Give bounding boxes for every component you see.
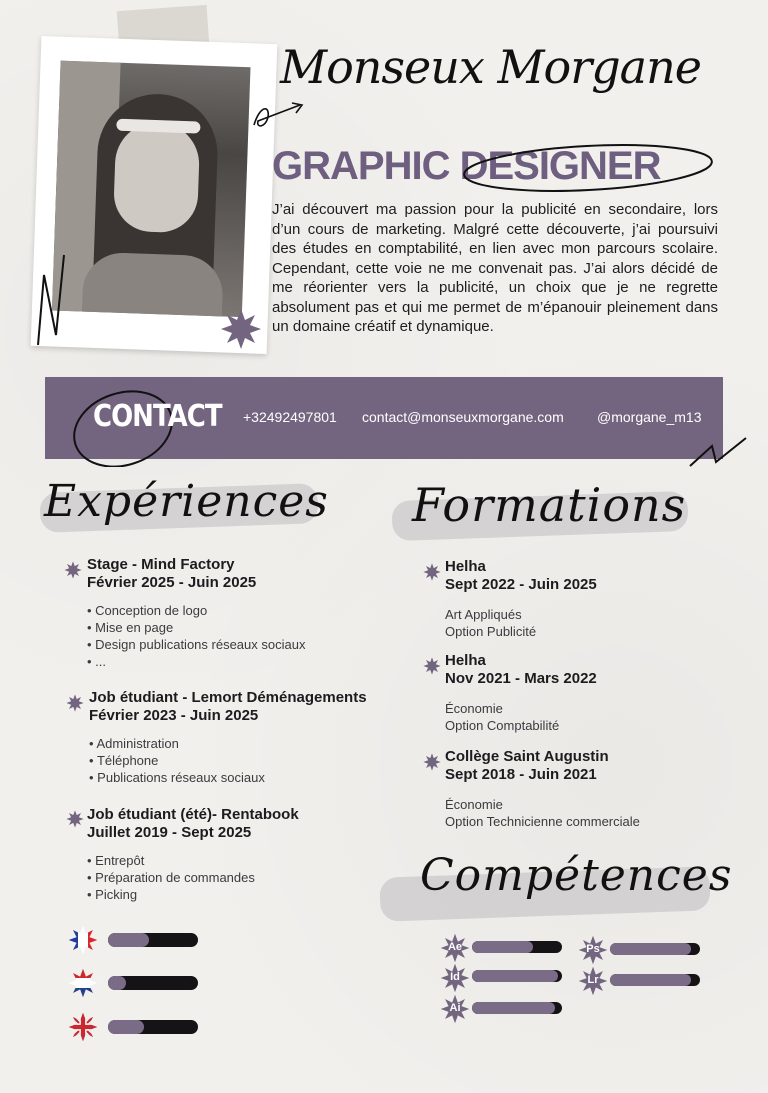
bullet-star	[423, 657, 441, 675]
language-level-fill	[108, 1020, 144, 1034]
bullet-star	[66, 810, 84, 828]
language-bar-english	[108, 1020, 198, 1034]
arrow-decoration	[250, 95, 310, 135]
formation-line2: Option Publicité	[445, 624, 537, 639]
badge-label: Ai	[449, 1002, 461, 1014]
contact-title: CONTACT	[93, 399, 222, 435]
experience-dates: Juillet 2019 - Sept 2025	[87, 824, 252, 841]
experience-title: Job étudiant (été)- Rentabook	[87, 806, 299, 823]
skill-bar	[610, 943, 700, 955]
formations-heading: Formations	[412, 478, 687, 532]
experience-title: Stage - Mind Factory	[87, 556, 235, 573]
formation-line1: Économie	[445, 797, 503, 812]
skill-level-fill	[472, 941, 533, 953]
experience-title: Job étudiant - Lemort Déménagements	[89, 689, 367, 706]
bullet-star	[64, 561, 82, 579]
contact-phone[interactable]: +32492497801	[243, 409, 337, 425]
intro-paragraph: J’ai découvert ma passion pour la publicité en secondaire, lors d’un cours de marketing. Malgré cette découverte, j’ai poursuivi des études en comptabilité, en lien avec mon parcours scolaire. Cependant, cette voie ne me convenait pas. J’ai alors décidé de me réorienter vers la publicité, un choix que je ne regrette absolument pas et qui me permet de m’épanouir pleinement dans un domaine créatif et dynamique.	[272, 201, 718, 335]
formation-school: Collège Saint Augustin	[445, 748, 609, 765]
experience-item	[87, 556, 305, 670]
bullet-star	[423, 563, 441, 581]
language-level-fill	[108, 933, 149, 947]
language-level-fill	[108, 976, 126, 990]
skill-level-fill	[472, 1002, 555, 1014]
formation-item	[445, 748, 640, 830]
skill-level-fill	[472, 970, 558, 982]
contact-email[interactable]: contact@monseuxmorgane.com	[362, 409, 564, 425]
signature-name: Monseux Morgane	[280, 40, 701, 94]
skill-level-fill	[610, 943, 691, 955]
title-circle-decoration	[460, 136, 720, 198]
experiences-heading: Expériences	[44, 476, 329, 527]
experience-bullets: • Administration • Téléphone • Publications réseaux sociaux	[89, 735, 367, 786]
experience-bullets: • Conception de logo • Mise en page • Design publications réseaux sociaux • ...	[87, 602, 305, 670]
badge-label: Lr	[587, 974, 599, 986]
formation-dates: Nov 2021 - Mars 2022	[445, 670, 597, 687]
experience-dates: Février 2023 - Juin 2025	[89, 707, 259, 724]
profile-photo	[52, 61, 251, 317]
skill-level-fill	[610, 974, 691, 986]
skill-bar	[472, 1002, 562, 1014]
experience-item	[87, 806, 299, 903]
formation-line1: Art Appliqués	[445, 607, 522, 622]
contact-social[interactable]: @morgane_m13	[597, 409, 702, 425]
competences-heading: Compétences	[420, 850, 733, 901]
language-bar-french	[108, 933, 198, 947]
job-title: GRAPHIC DESIGNER	[272, 144, 661, 188]
experience-dates: Février 2025 - Juin 2025	[87, 574, 257, 591]
skill-bar	[610, 974, 700, 986]
experience-bullets: • Entrepôt • Préparation de commandes • Picking	[87, 852, 299, 903]
formation-school: Helha	[445, 652, 486, 669]
contact-band	[45, 377, 723, 459]
language-bar-dutch	[108, 976, 198, 990]
scribble-left-decoration	[30, 245, 70, 355]
formation-item	[445, 558, 597, 640]
skill-bar	[472, 941, 562, 953]
bullet-star	[66, 694, 84, 712]
formation-dates: Sept 2018 - Juin 2021	[445, 766, 597, 783]
bullet-star	[423, 753, 441, 771]
formation-school: Helha	[445, 558, 486, 575]
formation-line2: Option Technicienne commerciale	[445, 814, 640, 829]
badge-label: Id	[450, 971, 460, 983]
netherlands-flag-icon	[68, 968, 98, 998]
badge-label: Ps	[586, 943, 600, 955]
experience-item	[89, 689, 367, 786]
uk-flag-icon	[68, 1012, 98, 1042]
formation-line2: Option Comptabilité	[445, 718, 560, 733]
france-flag-icon	[68, 925, 98, 955]
skill-bar	[472, 970, 562, 982]
scribble-right-decoration	[686, 432, 756, 472]
star-decoration	[220, 308, 262, 350]
formation-item	[445, 652, 597, 734]
badge-label: Ae	[447, 941, 463, 953]
formation-dates: Sept 2022 - Juin 2025	[445, 576, 597, 593]
formation-line1: Économie	[445, 701, 503, 716]
